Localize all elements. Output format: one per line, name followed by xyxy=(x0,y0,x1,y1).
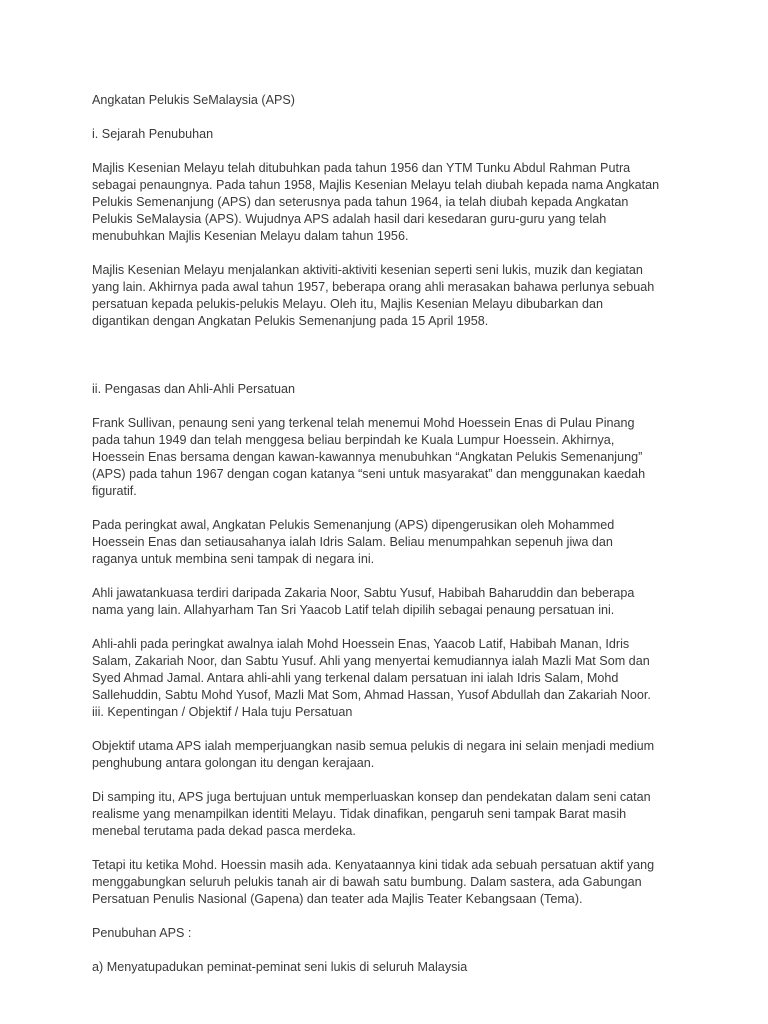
text-line: pada tahun 1949 dan telah menggesa beliau berpindah ke Kuala Lumpur Hoessein. Akhirnya, xyxy=(92,433,615,447)
text-line: Frank Sullivan, penaung seni yang terkenal telah menemui Mohd Hoessein Enas di Pulau Pinang xyxy=(92,416,635,430)
section-heading: iii. Kepentingan / Objektif / Hala tuju Persatuan xyxy=(92,705,353,719)
text-line: digantikan dengan Angkatan Pelukis Semenanjung pada 15 April 1958. xyxy=(92,314,489,328)
text-line: realisme yang menampilkan identiti Melayu. Tidak dinafikan, pengaruh seni tampak Barat masih xyxy=(92,807,627,821)
text-line: persatuan kepada pelukis-pelukis Melayu. Oleh itu, Majlis Kesenian Melayu dibubarkan dan xyxy=(92,297,604,311)
text-line: (APS) pada tahun 1967 dengan cogan katanya “seni untuk masyarakat” dan menggunakan kaedah xyxy=(92,467,646,481)
text-line: figuratif. xyxy=(92,484,137,498)
text-line: Majlis Kesenian Melayu telah ditubuhkan pada tahun 1956 dan YTM Tunku Abdul Rahman Putra xyxy=(92,161,631,175)
text-line: Tetapi itu ketika Mohd. Hoessin masih ada. Kenyataannya kini tidak ada sebuah persatuan aktif yang xyxy=(92,858,655,872)
text-line: Majlis Kesenian Melayu menjalankan aktiviti-aktiviti kesenian seperti seni lukis, muzik dan kegiatan xyxy=(92,263,643,277)
text-line: Syed Ahmad Jamal. Antara ahli-ahli yang terkenal dalam persatuan ini ialah Idris Salam, Mohd xyxy=(92,671,619,685)
text-line: sebagai penaungnya. Pada tahun 1958, Majlis Kesenian Melayu telah diubah kepada nama Angkatan xyxy=(92,178,660,192)
document-title: Angkatan Pelukis SeMalaysia (APS) xyxy=(92,93,295,107)
text-line: Di samping itu, APS juga bertujuan untuk memperluaskan konsep dan pendekatan dalam seni catan xyxy=(92,790,651,804)
text-line: raganya untuk membina seni tampak di negara ini. xyxy=(92,552,375,566)
text-line: Pada peringkat awal, Angkatan Pelukis Semenanjung (APS) dipengerusikan oleh Mohammed xyxy=(92,518,615,532)
text-line: Pelukis Semenanjung (APS) dan seterusnya pada tahun 1964, ia telah diubah kepada Angkatan xyxy=(92,195,629,209)
text-line: Hoessein Enas dan setiausahanya ialah Idris Salam. Beliau menumpahkan sepenuh jiwa dan xyxy=(92,535,613,549)
text-line: Ahli-ahli pada peringkat awalnya ialah Mohd Hoessein Enas, Yaacob Latif, Habibah Manan, Idris xyxy=(92,637,630,651)
text-line: Hoessein Enas bersama dengan kawan-kawannya menubuhkan “Angkatan Pelukis Semenanjung” xyxy=(92,450,643,464)
text-line: menebal terutama pada dekad pasca merdeka. xyxy=(92,824,356,838)
text-line: Objektif utama APS ialah memperjuangkan nasib semua pelukis di negara ini selain menjadi medium xyxy=(92,739,655,753)
text-line: Salam, Zakariah Noor, dan Sabtu Yusuf. Ahli yang menyertai kemudiannya ialah Mazli Mat Som dan xyxy=(92,654,650,668)
text-line: Pelukis SeMalaysia (APS). Wujudnya APS adalah hasil dari kesedaran guru-guru yang telah xyxy=(92,212,607,226)
text-line: Sallehuddin, Sabtu Mohd Yusof, Mazli Mat Som, Ahmad Hassan, Yusof Abdullah dan Zakariah Noor. xyxy=(92,688,651,702)
text-line: Penubuhan APS : xyxy=(92,926,192,940)
text-line: penghubung antara golongan itu dengan kerajaan. xyxy=(92,756,375,770)
section-heading: ii. Pengasas dan Ahli-Ahli Persatuan xyxy=(92,382,296,396)
text-line: menubuhkan Majlis Kesenian Melayu dalam tahun 1956. xyxy=(92,229,409,243)
text-line: nama yang lain. Allahyarham Tan Sri Yaacob Latif telah dipilih sebagai penaung persatuan ini. xyxy=(92,603,615,617)
text-line: menggabungkan seluruh pelukis tanah air di bawah satu bumbung. Dalam sastera, ada Gabungan xyxy=(92,875,642,889)
text-line: Persatuan Penulis Nasional (Gapena) dan teater ada Majlis Teater Kebangsaan (Tema). xyxy=(92,892,583,906)
section-heading: i. Sejarah Penubuhan xyxy=(92,127,214,141)
text-line: yang lain. Akhirnya pada awal tahun 1957, beberapa orang ahli merasakan bahawa perlunya sebuah xyxy=(92,280,655,294)
list-item: a) Menyatupadukan peminat-peminat seni lukis di seluruh Malaysia xyxy=(92,960,468,974)
text-line: Ahli jawatankuasa terdiri daripada Zakaria Noor, Sabtu Yusuf, Habibah Baharuddin dan beberapa xyxy=(92,586,635,600)
